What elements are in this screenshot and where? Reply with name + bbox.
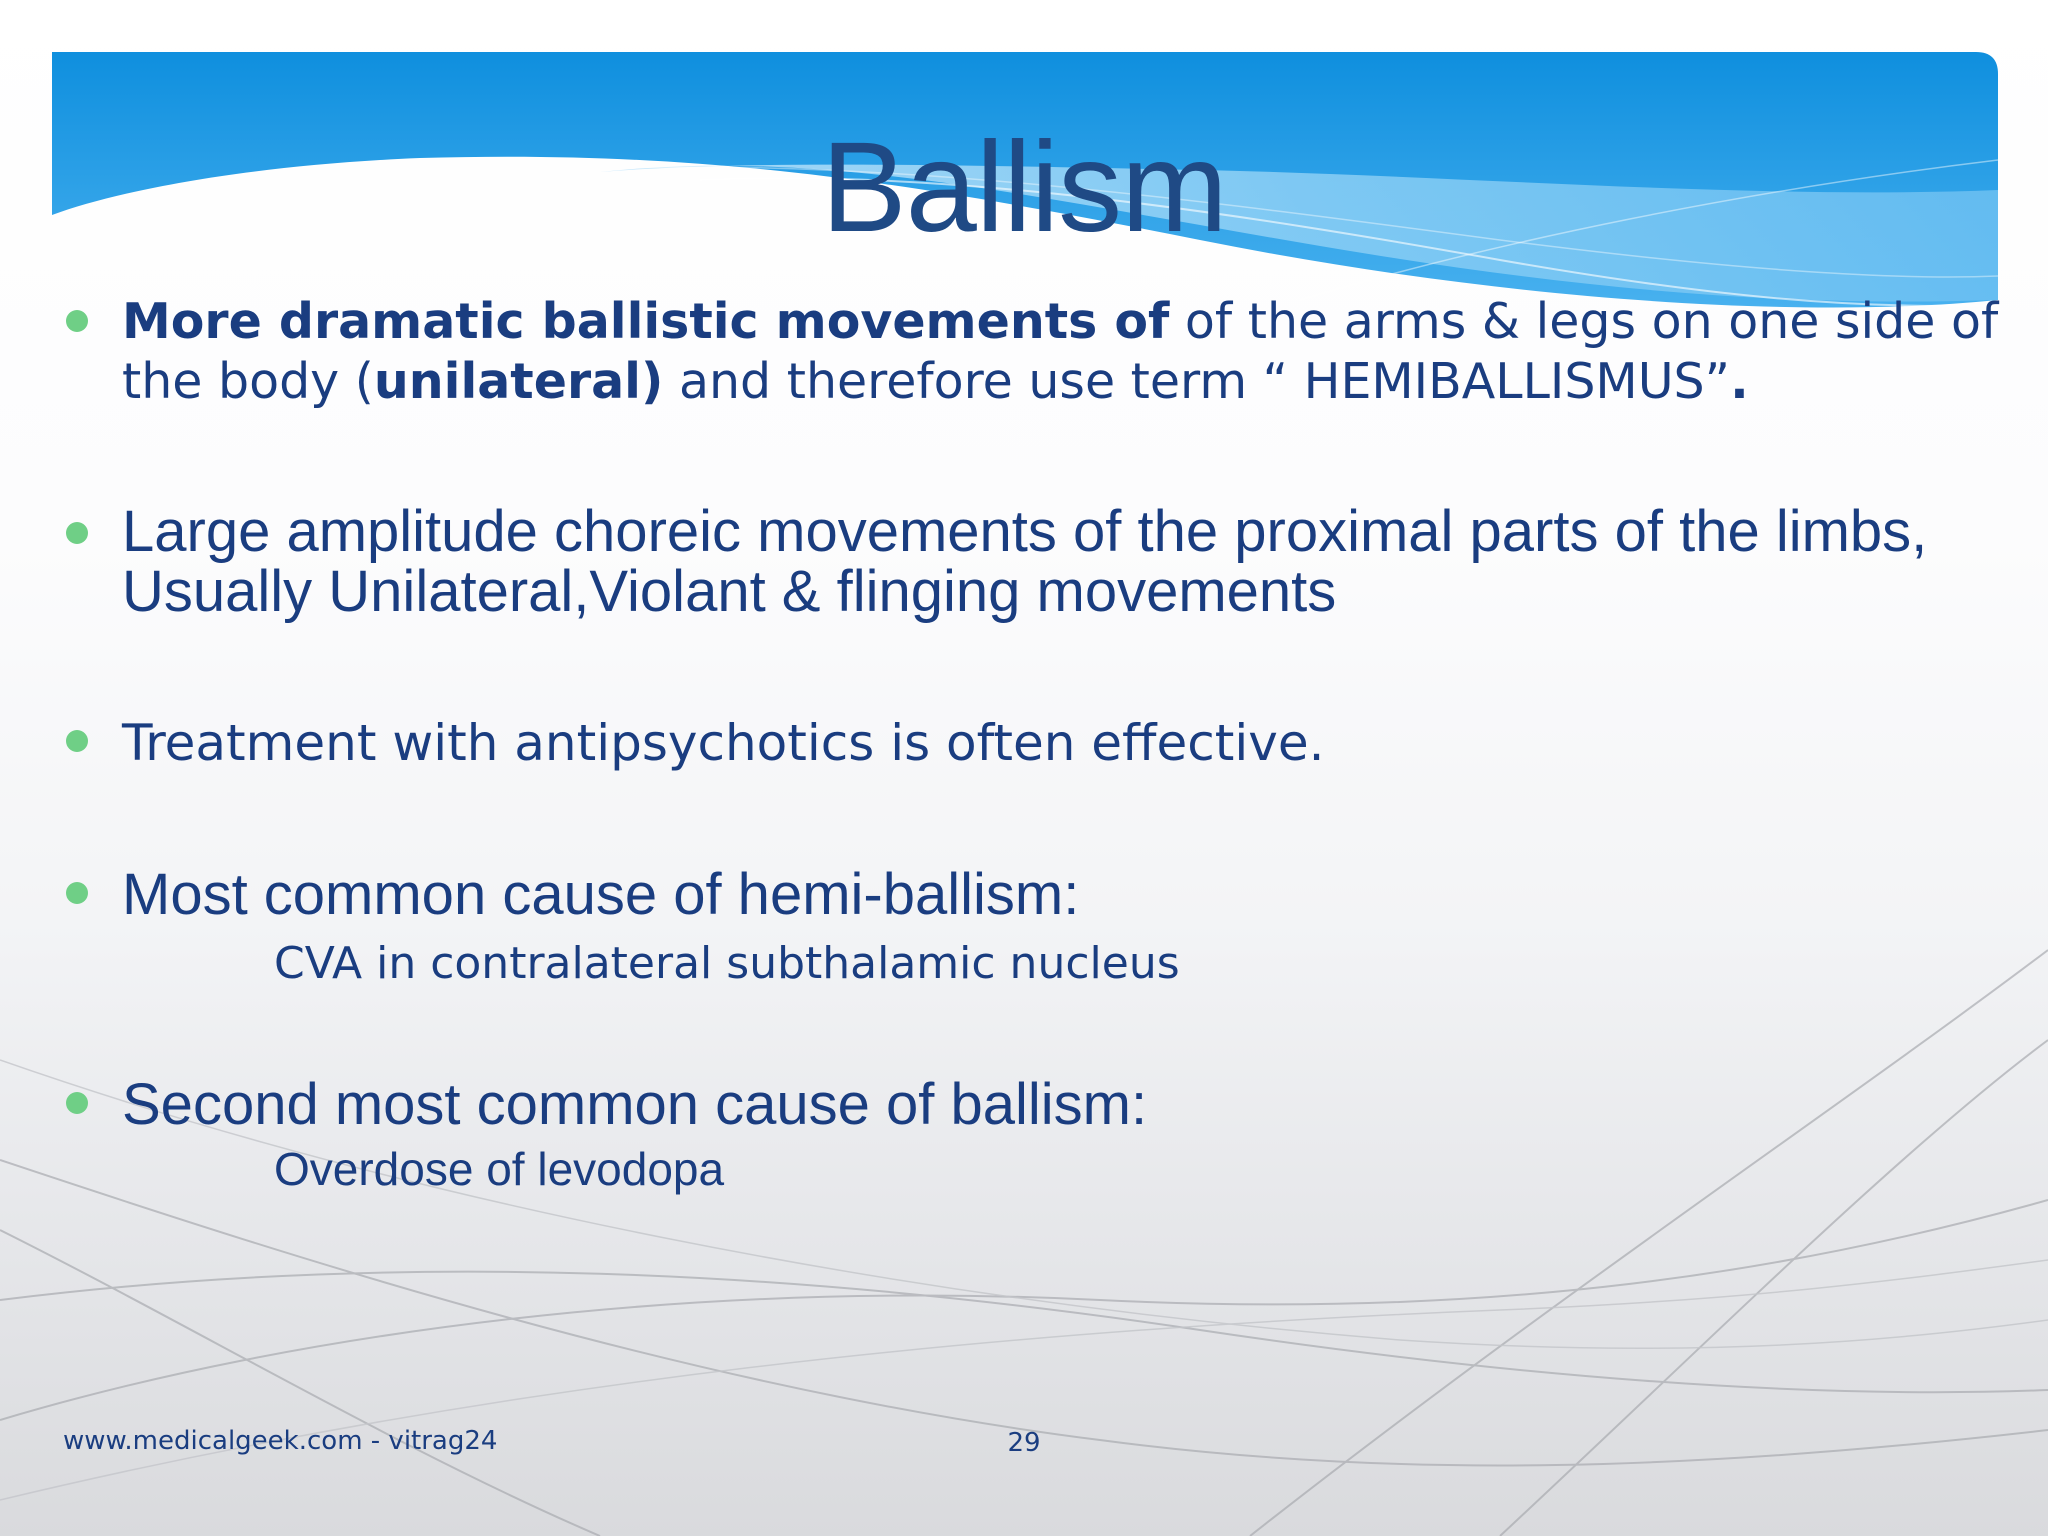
bullet-subtext: Overdose of levodopa <box>274 1143 725 1195</box>
footer-source: www.medicalgeek.com - vitrag24 <box>63 1426 498 1456</box>
bullet-bold-end: . <box>1730 353 1749 410</box>
bullet-item <box>122 499 2002 624</box>
bullet-dot-icon <box>66 730 88 752</box>
bullet-dot-icon <box>66 522 88 544</box>
bullet-text: Most common cause of hemi-ballism: <box>122 862 1080 927</box>
bullet-text: Second most common cause of ballism: <box>122 1072 1148 1137</box>
bullet-text: of the arms & legs on one side of the body ( <box>122 293 1999 410</box>
bullet-bold-lead: More dramatic ballistic movements of <box>122 293 1170 350</box>
bullet-text: and therefore use term “ HEMIBALLISMUS” <box>663 353 1731 410</box>
bullet-subtext: CVA in contralateral subthalamic nucleus <box>274 938 1180 989</box>
page-number: 29 <box>1007 1428 1041 1458</box>
bullet-item <box>122 1070 2002 1198</box>
bullet-dot-icon <box>66 310 88 332</box>
bullet-bold-mid: unilateral) <box>373 353 664 410</box>
bullet-dot-icon <box>66 1092 88 1114</box>
bullet-text: Treatment with antipsychotics is often effective. <box>122 714 1325 772</box>
bullet-item <box>122 860 2002 994</box>
slide-title: Ballism <box>821 116 1227 259</box>
bullet-dot-icon <box>66 882 88 904</box>
bullet-text: Large amplitude choreic movements of the proximal parts of the limbs, Usually Unilateral,Violant & flinging movements <box>122 499 1928 624</box>
bullet-item <box>122 292 2002 412</box>
bullet-item <box>122 712 2002 774</box>
